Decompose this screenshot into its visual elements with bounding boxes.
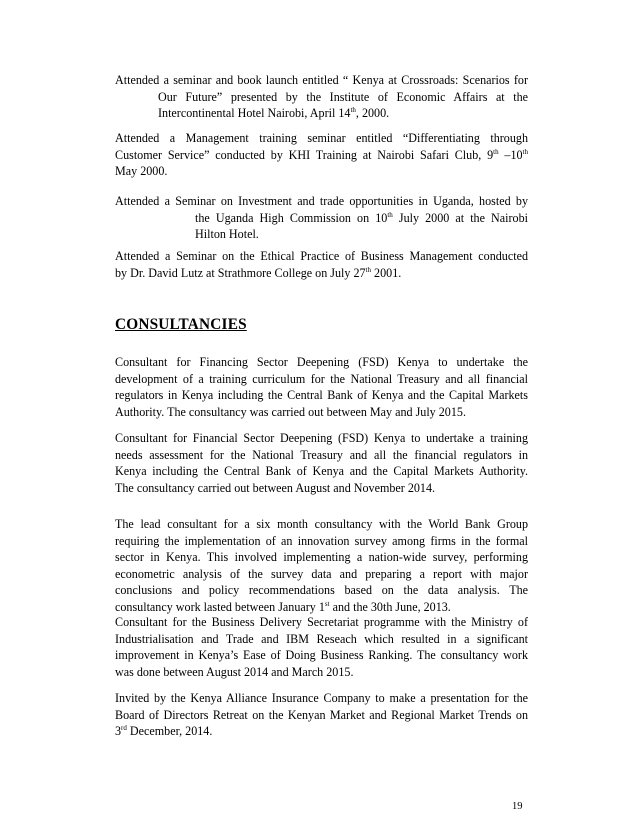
line-text: needs assessment for the National Treasury and all the financial regulators in <box>115 447 528 462</box>
ordinal-suffix: th <box>522 147 528 156</box>
ordinal-suffix: rd <box>121 724 127 732</box>
line-text: Board of Directors Retreat on the Kenyan Market and Regional Market Trends on <box>115 707 528 722</box>
ordinal-suffix: th <box>365 265 372 274</box>
line-text: Consultant for the Business Delivery Secretariat programme with the Ministry of <box>115 615 528 629</box>
text-line <box>115 582 528 599</box>
text-line <box>115 723 528 740</box>
text-line <box>115 147 528 164</box>
ordinal-suffix: th <box>387 210 393 219</box>
text-line <box>115 614 528 631</box>
seminar-paragraph-ethics <box>115 248 528 281</box>
line-text: requiring the implementation of an innovation survey among firms in the formal <box>115 533 528 548</box>
line-text: Invited by the Kenya Alliance Insurance Company to make a presentation for the <box>115 691 528 705</box>
line-text: Attended a Seminar on Investment and trade opportunities in Uganda, hosted by <box>115 194 528 208</box>
line-text: consultancy work lasted between January 1 <box>115 599 325 614</box>
text-line <box>115 516 528 533</box>
text-line <box>115 447 528 464</box>
line-text: Attended a Management training seminar entitled “Differentiating through <box>115 131 528 145</box>
text-line <box>195 226 528 243</box>
line-text: was done between August 2014 and March 2015. <box>115 664 354 679</box>
text-line <box>115 480 528 497</box>
line-text: Attended a seminar and book launch entitled “ Kenya at Crossroads: Scenarios for <box>115 73 528 87</box>
line-text: Consultant for Financial Sector Deepening (FSD) Kenya to undertake a training <box>115 431 528 445</box>
section-heading-consultancies: CONSULTANCIES <box>115 316 247 333</box>
ordinal-suffix: th <box>350 106 356 114</box>
text-line <box>115 163 528 180</box>
ordinal-suffix: th <box>493 147 499 156</box>
line-text: improvement in Kenya’s Ease of Doing Business Ranking. The consultancy work <box>115 648 528 662</box>
text-line <box>115 72 528 89</box>
consultancy-paragraph-business-delivery <box>115 614 528 680</box>
line-text: by Dr. David Lutz at Strathmore College on July 27 <box>115 265 366 280</box>
line-text-after: –10 <box>498 147 523 162</box>
text-line <box>115 549 528 566</box>
line-text: Hilton Hotel. <box>195 227 259 241</box>
text-line <box>115 387 528 404</box>
line-text-after: December, 2014. <box>126 724 213 738</box>
line-text-after: , 2000. <box>355 106 390 120</box>
line-text: 3 <box>115 724 122 738</box>
text-line <box>158 89 528 106</box>
text-line <box>115 566 528 583</box>
line-text: May 2000. <box>115 164 168 178</box>
text-line <box>115 533 528 550</box>
text-line <box>115 647 528 664</box>
text-line <box>115 354 528 371</box>
line-text: econometric analysis of the survey data and preparing a report with major <box>115 566 528 581</box>
text-line <box>115 631 528 648</box>
line-text: conclusions and policy recommendations based on the data analysis. The <box>115 583 528 597</box>
line-text-after: and the 30th June, 2013. <box>329 599 451 614</box>
ordinal-suffix: st <box>324 599 330 608</box>
text-line <box>115 130 528 147</box>
text-line <box>115 248 528 265</box>
text-line <box>115 463 528 480</box>
text-line <box>115 664 528 681</box>
line-text: Industrialisation and Trade and IBM Reseach which resulted in a significant <box>115 631 528 646</box>
text-line <box>115 707 528 724</box>
text-line <box>115 599 528 616</box>
line-text-after: July 2000 at the Nairobi <box>392 210 528 225</box>
seminar-paragraph-iea <box>115 72 528 122</box>
line-text: Our Future” presented by the Institute of Economic Affairs at the <box>158 89 528 104</box>
line-text: Consultant for Financing Sector Deepening (FSD) Kenya to undertake the <box>115 355 528 369</box>
line-text: Attended a Seminar on the Ethical Practice of Business Management conducted <box>115 249 528 263</box>
seminar-paragraph-khi <box>115 130 528 180</box>
text-line <box>115 371 528 388</box>
page-number: 19 <box>512 801 523 812</box>
line-text: development of a training curriculum for the National Treasury and all financial <box>115 371 528 386</box>
consultancy-paragraph-fsd-needs <box>115 430 528 496</box>
text-line <box>115 265 528 282</box>
line-text: Authority. The consultancy was carried out between May and July 2015. <box>115 404 466 419</box>
line-text: the Uganda High Commission on 10 <box>195 210 388 225</box>
consultancy-paragraph-world-bank <box>115 516 528 615</box>
line-text: regulators in Kenya including the Central Bank of Kenya and the Capital Markets <box>115 388 528 402</box>
text-line <box>115 193 528 210</box>
seminar-paragraph-uganda <box>115 193 528 243</box>
line-text: The consultancy carried out between August and November 2014. <box>115 480 436 495</box>
text-line <box>195 210 528 227</box>
consultancy-paragraph-fsd-curriculum <box>115 354 528 420</box>
consultancy-paragraph-kenya-alliance <box>115 690 528 740</box>
text-line <box>158 105 528 122</box>
text-line <box>115 430 528 447</box>
line-text: sector in Kenya. This involved implementing a nation-wide survey, performing <box>115 550 528 564</box>
line-text: Intercontinental Hotel Nairobi, April 14 <box>158 106 351 120</box>
line-text-after: 2001. <box>371 265 402 280</box>
text-line <box>115 404 528 421</box>
line-text: Kenya including the Central Bank of Kenya and the Capital Markets Authority. <box>115 464 528 478</box>
text-line <box>115 690 528 707</box>
line-text: Customer Service” conducted by KHI Training at Nairobi Safari Club, 9 <box>115 147 494 162</box>
line-text: The lead consultant for a six month consultancy with the World Bank Group <box>115 517 528 531</box>
